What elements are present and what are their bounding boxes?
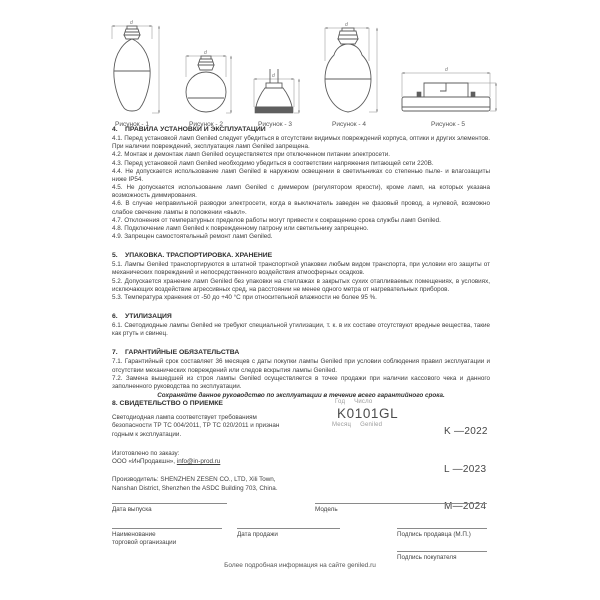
globe-bulb-drawing-icon <box>177 49 235 117</box>
sale-date-field[interactable] <box>237 528 340 539</box>
svg-text:d: d <box>345 22 348 28</box>
year-code-2024: M—2024 <box>444 501 487 512</box>
clause-7-2: 7.2. Замена вышедшей из строя лампы Geniled осуществляется в точке продажи при наличии кассового чека и данного заполненного руководства по эксплуатации. <box>112 374 490 390</box>
keep-manual-note: Сохраняйте данное руководство по эксплуатации в течение всего гарантийного срока. <box>157 392 445 400</box>
figure-5-caption: Рисунок - 5 <box>431 121 465 128</box>
figure-2-caption: Рисунок - 2 <box>189 121 223 128</box>
section-utilization <box>112 313 490 338</box>
seller-signature-field[interactable] <box>397 528 487 539</box>
model-label: Модель <box>315 506 338 513</box>
clause-4-4: 4.4. Не допускается использование ламп Geniled в наружном освещении в светильниках со степенью пыле- и влагозащиты ниже IP54. <box>112 167 490 183</box>
gx53-tablet-drawing-icon <box>396 65 500 117</box>
buyer-signature-label: Подпись покупателя <box>397 554 457 561</box>
date-of-issue-label: Дата выпуска <box>112 506 152 513</box>
day-label: Число <box>354 399 373 405</box>
compliance-statement: Светодиодная лампа соответствует требованиям безопасности ТР ТС 004/2011, ТР ТС 020/2011 и признан годным к эксплуатации. <box>112 414 280 438</box>
lamp-figures-row <box>100 16 500 128</box>
ordered-by-label: Изготовлено по заказу: <box>112 449 180 457</box>
section-title: ПРАВИЛА УСТАНОВКИ И ЭКСПЛУАТАЦИИ <box>125 126 266 133</box>
clause-4-5: 4.5. Не допускается использование ламп Geniled с диммером (регулятором яркости), кроме ламп, на которых указана возможность диммирования. <box>112 184 490 200</box>
section-heading <box>112 313 490 320</box>
section-packing-storage <box>112 252 490 302</box>
figure-4-caption: Рисунок - 4 <box>332 121 366 128</box>
year-label: Год <box>335 399 346 405</box>
svg-text:d: d <box>272 73 275 79</box>
section-number: 6. <box>112 313 118 321</box>
section-heading <box>112 349 490 356</box>
clause-4-9: 4.9. Запрещен самостоятельный ремонт ламп Geniled. <box>112 233 273 241</box>
section-title: УТИЛИЗАЦИЯ <box>125 313 172 321</box>
month-label: Месяц <box>332 422 352 428</box>
year-code-2022: K —2022 <box>444 426 488 437</box>
trade-organization-field[interactable] <box>112 528 222 547</box>
clause-4-1: 4.1. Перед установкой ламп Geniled следует убедиться в отсутствии видимых повреждений корпуса, оптики и других элементов. При наличии повреждений, эксплуатация ламп Geniled запрещена. <box>112 135 490 151</box>
ordered-by-line <box>112 458 298 466</box>
clause-7-1: 7.1. Гарантийный срок составляет 36 месяцев с даты покупки лампы Geniled при условии соблюдения правил эксплуатации и отсутствии механических повреждений или следов вскрытия лампы Geniled. <box>112 358 490 374</box>
figure-5-tablet-lamp <box>396 65 500 128</box>
section-heading <box>112 126 490 133</box>
date-of-issue-field[interactable] <box>112 503 227 514</box>
manufacturer-info: Производитель: SHENZHEN ZESEN CO., LTD, Xili Town, Nanshan District, Shenzhen the ASDC Building 703, China. <box>112 476 278 492</box>
date-code: K0101GL <box>337 406 399 421</box>
sale-date-label: Дата продажи <box>237 531 278 538</box>
acceptance-certificate-block <box>112 400 298 493</box>
section-8-title: 8. СВИДЕТЕЛЬСТВО О ПРИЕМКЕ <box>112 400 223 407</box>
model-field[interactable] <box>315 503 487 514</box>
stamp-top-labels <box>332 399 432 405</box>
section-installation-rules <box>112 126 490 241</box>
a60-bulb-drawing-icon <box>315 21 383 117</box>
section-number: 5. <box>112 252 118 260</box>
section-title: УПАКОВКА. ТРАСПОРТИРОВКА. ХРАНЕНИЕ <box>125 252 273 260</box>
section-number: 4. <box>112 126 118 133</box>
stamp-bottom-labels <box>332 422 432 428</box>
clause-6-1: 6.1. Светодиодные лампы Geniled не требуют специальной утилизации, т. к. в их составе отсутствуют вредные вещества, такие как ртуть и свинец. <box>112 322 490 338</box>
figure-3-caption: Рисунок - 3 <box>258 121 292 128</box>
figure-1-candle-lamp <box>100 19 164 128</box>
figure-2-globe-lamp <box>177 49 235 128</box>
clause-5-2: 5.2. Допускается хранение ламп Geniled без упаковки на стеллажах в закрытых сухих отапливаемых помещениях, в условиях, исключающих воздействие агрессивных сред, на расстоянии не менее одного метра от нагревательных приборов. <box>112 277 490 293</box>
footer-website-note: Более подробная информация на сайте geniled.ru <box>224 562 376 569</box>
clause-4-6: 4.6. В случае неправильной разводки электросети, когда в выключатель заведен не фазовый провод, а нулевой, возможно слабое свечение лампы в положении «выкл». <box>112 200 490 216</box>
section-number: 7. <box>112 349 118 357</box>
date-code-stamp <box>332 399 432 428</box>
clause-5-3: 5.3. Температура хранения от -50 до +40 °С при относительной влажности не более 95 %. <box>112 293 377 301</box>
email-link[interactable]: info@in-prod.ru <box>176 458 221 466</box>
manual-text-content <box>112 126 490 400</box>
clause-5-1: 5.1. Лампы Geniled транспортируются в штатной транспортной упаковки любым видом транспорта, при условии его защиты от механических повреждений и непосредственного воздействия атмосферных осадков. <box>112 261 490 277</box>
year-code-legend <box>444 401 488 539</box>
figure-4-classic-lamp <box>315 21 383 128</box>
trade-organization-label-line1: Наименование <box>112 531 156 538</box>
brand-label: Geniled <box>360 422 383 428</box>
clause-4-2: 4.2. Монтаж и демонтаж ламп Geniled осуществляется при отключенном питании электросети. <box>112 151 391 159</box>
section-title: ГАРАНТИЙНЫЕ ОБЯЗАТЕЛЬСТВА <box>125 349 240 357</box>
clause-4-7: 4.7. Отклонения от температурных пределов работы могут привести к сокращению срока службы ламп Geniled. <box>112 216 441 224</box>
ordered-by-company: ООО «ИнПродакшн», <box>112 458 177 466</box>
clause-4-8: 4.8. Подключение ламп Geniled к поврежденному патрону или светильнику запрещено. <box>112 224 369 232</box>
year-code-2023: L —2023 <box>444 463 487 475</box>
buyer-signature-field[interactable] <box>397 551 487 562</box>
spot-mr16-drawing-icon <box>248 65 302 117</box>
svg-text:d: d <box>130 20 133 26</box>
seller-signature-label: Подпись продавца (М.П.) <box>397 531 471 538</box>
svg-text:d: d <box>204 50 207 56</box>
section-warranty <box>112 349 490 400</box>
figure-1-caption: Рисунок - 1 <box>115 121 149 128</box>
candle-bulb-drawing-icon <box>100 19 164 117</box>
svg-text:d: d <box>445 67 448 73</box>
clause-4-3: 4.3. Перед установкой ламп Geniled необходимо убедиться в соответствии напряжения питающей сети 220В. <box>112 159 434 167</box>
trade-organization-label-line2: торговой организации <box>112 539 177 547</box>
section-heading <box>112 252 490 259</box>
figure-3-spot-lamp <box>248 65 302 128</box>
